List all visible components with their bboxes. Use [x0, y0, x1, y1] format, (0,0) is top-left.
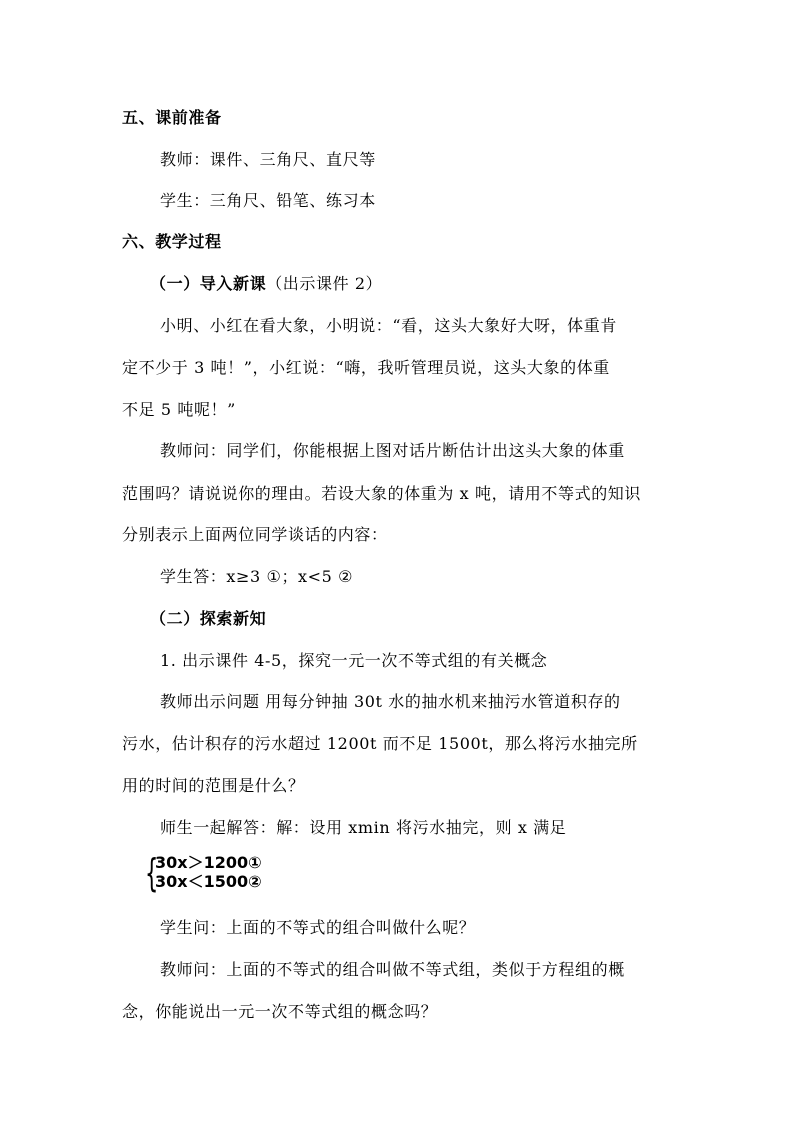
part1-heading: [150, 274, 382, 294]
student-answer: 学生答：x≥3 ①；x<5 ②: [160, 567, 354, 586]
story-line-2: 定不少于 3 吨！”，小红说：“嗨，我听管理员说，这头大象的体重: [122, 358, 610, 377]
student-prep-text: 学生：三角尺、铅笔、练习本: [160, 191, 376, 210]
question-line-2: 范围吗？请说说你的理由。若设大象的体重为 x 吨，请用不等式的知识: [122, 484, 641, 503]
problem-line-1: 教师出示问题 用每分钟抽 30t 水的抽水机来抽污水管道积存的: [160, 692, 621, 711]
story-line-1: 小明、小红在看大象，小明说：“看，这头大象好大呀，体重肯: [160, 316, 617, 335]
item-1: 1. 出示课件 4-5，探究一元一次不等式组的有关概念: [160, 651, 548, 670]
teacher-answer-line-1: 教师问：上面的不等式的组合叫做不等式组，类似于方程组的概: [160, 960, 625, 979]
part1-note: （出示课件 2）: [266, 274, 383, 293]
solve-intro: 师生一起解答：解：设用 xmin 将污水抽完，则 x 满足: [160, 818, 567, 837]
part2-heading: （二）探索新知: [150, 609, 267, 628]
story-line-3: 不足 5 吨呢！”: [122, 400, 236, 419]
teacher-answer-line-2: 念，你能说出一元一次不等式组的概念吗？: [122, 1002, 438, 1021]
problem-line-3: 用的时间的范围是什么？: [122, 776, 305, 795]
question-line-3: 分别表示上面两位同学谈话的内容：: [122, 525, 388, 544]
teacher-prep-text: 教师：课件、三角尺、直尺等: [160, 150, 376, 169]
part1-title: （一）导入新课: [150, 274, 267, 293]
process-heading: 六、教学过程: [122, 232, 222, 251]
inequality-2: 30x＜1500②: [155, 872, 262, 891]
inequality-1: 30x＞1200①: [155, 853, 262, 872]
problem-line-2: 污水，估计积存的污水超过 1200t 而不足 1500t，那么将污水抽完所: [122, 734, 638, 753]
student-question: 学生问：上面的不等式的组合叫做什么呢？: [160, 918, 476, 937]
prep-heading: 五、课前准备: [122, 108, 222, 127]
question-line-1: 教师问：同学们，你能根据上图对话片断估计出这头大象的体重: [160, 441, 625, 460]
system-brace: {: [145, 851, 159, 895]
